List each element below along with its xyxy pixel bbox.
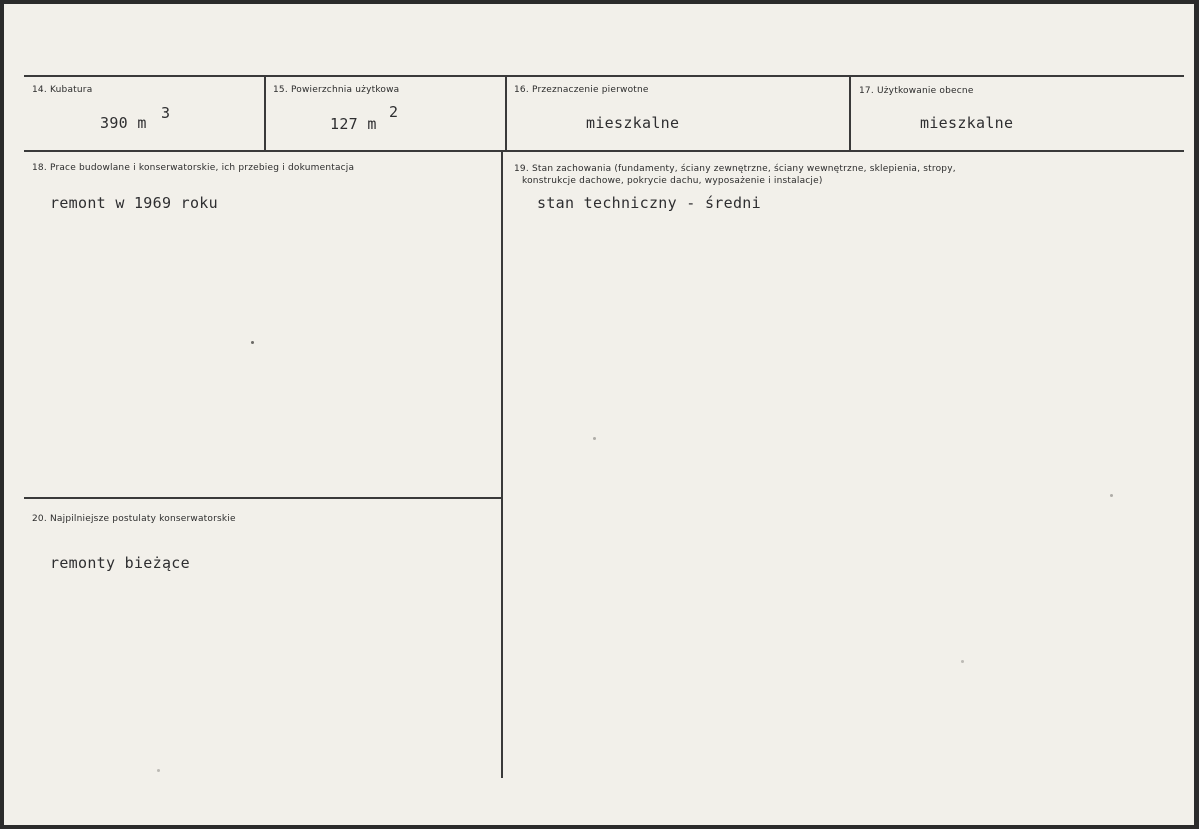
record-card — [4, 4, 1194, 825]
middle-rule — [24, 150, 1184, 152]
field-15-label: 15. Powierzchnia użytkowa — [273, 85, 400, 95]
field-16-label: 16. Przeznaczenie pierwotne — [514, 85, 649, 95]
field-14-value: 390 m — [100, 114, 147, 132]
field-19-value: stan techniczny - średni — [537, 194, 761, 212]
field-20-label: 20. Najpilniejsze postulaty konserwatorskie — [32, 514, 236, 524]
field-20-value: remonty bieżące — [50, 554, 190, 572]
divider-15-16 — [505, 77, 507, 150]
divider-14-15 — [264, 77, 266, 150]
divider-16-17 — [849, 77, 851, 150]
section-20-rule — [24, 497, 503, 499]
divider-left-right — [501, 152, 503, 778]
paper-speck — [1110, 494, 1113, 497]
top-rule — [24, 75, 1184, 77]
field-18-value: remont w 1969 roku — [50, 194, 218, 212]
paper-speck — [593, 437, 596, 440]
field-15-value: 127 m — [330, 115, 377, 133]
paper-speck — [961, 660, 964, 663]
field-14-superscript: 3 — [161, 104, 171, 122]
field-19-label-line-1: 19. Stan zachowania (fundamenty, ściany zewnętrzne, ściany wewnętrzne, sklepienia, stropy, — [514, 164, 956, 174]
field-16-value: mieszkalne — [586, 114, 680, 132]
field-19-label-line-2: konstrukcje dachowe, pokrycie dachu, wyposażenie i instalacje) — [522, 176, 823, 186]
field-17-label: 17. Użytkowanie obecne — [859, 86, 974, 96]
field-14-label: 14. Kubatura — [32, 85, 93, 95]
paper-speck — [157, 769, 160, 772]
field-17-value: mieszkalne — [920, 114, 1014, 132]
field-15-superscript: 2 — [389, 103, 399, 121]
field-18-label: 18. Prace budowlane i konserwatorskie, ich przebieg i dokumentacja — [32, 163, 355, 173]
paper-speck — [251, 341, 254, 344]
